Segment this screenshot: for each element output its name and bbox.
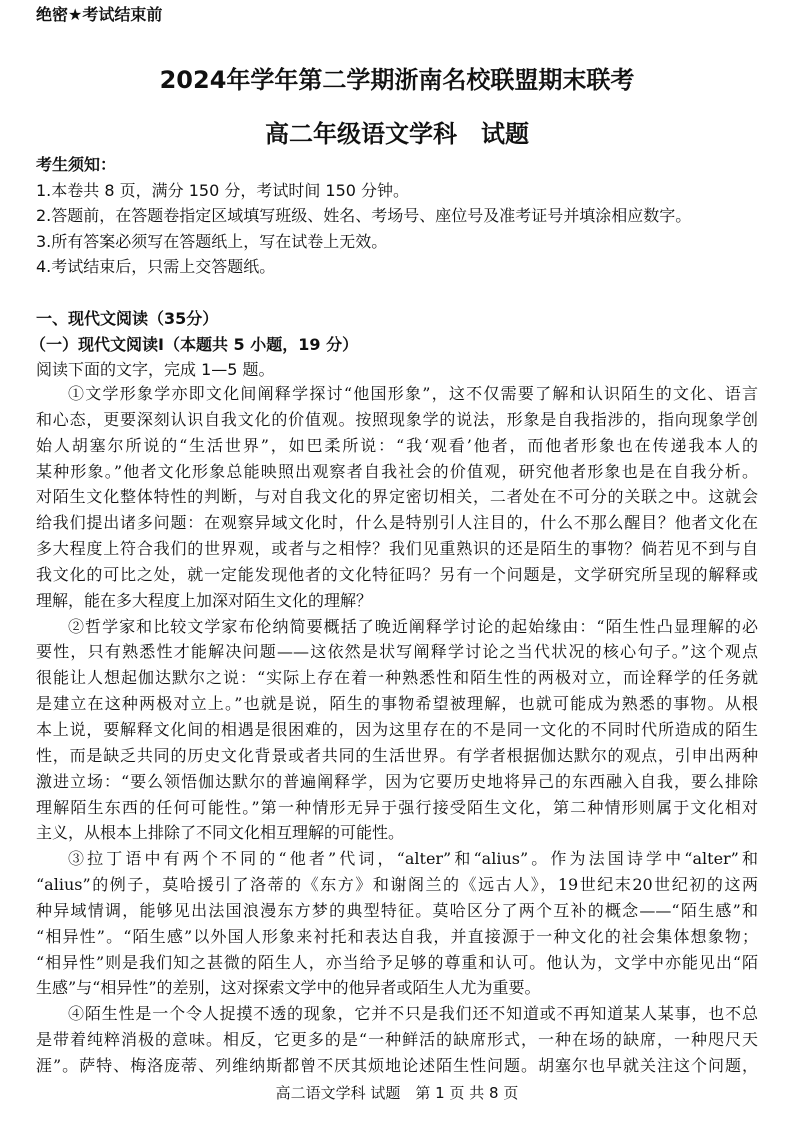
paragraph-line: 性，而是缺乏共同的历史文化背景或者共同的生活世界。有学者根据伽达默尔的观点，引申出两种 <box>36 745 758 765</box>
paragraph-line: 我文化的可比之处，就一定能发现他者的文化特征吗？另有一个问题是，文学研究所呈现的解释或 <box>36 564 758 584</box>
paragraph-line: 是带着纯粹消极的意味。相反，它更多的是“一种鲜活的缺席形式，一种在场的缺席，一种咫尺天 <box>36 1030 758 1050</box>
reading-instruction: 阅读下面的文字，完成 1—5 题。 <box>36 360 275 379</box>
paragraph-line: 和心态，更要深刻认识自我文化的价值观。按照现象学的说法，形象是自我指涉的，指向现象学创 <box>36 409 758 429</box>
paragraph-line: 激进立场：“要么领悟伽达默尔的普遍阐释学，因为它要历史地将异己的东西融入自我，要么排除 <box>36 771 758 791</box>
paragraph-line: ④陌生性是一个令人捉摸不透的现象，它并不只是我们还不知道或不再知道某人某事，也不总 <box>68 1004 758 1024</box>
paragraph-line: 某种形象。”他者文化形象总能映照出观察者自我社会的价值观，研究他者形象也是在自我分析。 <box>36 461 758 481</box>
exam-title: 2024年学年第二学期浙南名校联盟期末联考 <box>159 66 635 94</box>
confidential-mark: 绝密★考试结束前 <box>36 5 163 24</box>
notice-item: 1.本卷共 8 页，满分 150 分，考试时间 150 分钟。 <box>36 180 410 200</box>
notice-item: 3.所有答案必须写在答题纸上，写在试卷上无效。 <box>36 231 388 251</box>
paragraph-line: 对陌生文化整体特性的判断，与对自我文化的界定密切相关，二者处在不可分的关联之中。这就会 <box>36 487 758 507</box>
paragraph <box>36 846 758 1001</box>
notice-item: 4.考试结束后，只需上交答题纸。 <box>36 257 276 276</box>
page-footer: 高二语文学科 试题 第 1 页 共 8 页 <box>275 1084 519 1102</box>
paragraph <box>36 1001 758 1079</box>
section-title: 一、现代文阅读（35分） <box>36 309 219 328</box>
notice-item: 2.答题前，在答题卷指定区域填写班级、姓名、考场号、座位号及准考证号并填涂相应数字。 <box>36 206 692 225</box>
paragraph-line: 种异域情调，能够见出法国浪漫东方梦的典型特征。莫哈区分了两个互补的概念——“陌生感”和 <box>36 900 758 920</box>
paragraph-line: 始人胡塞尔所说的“生活世界”，如巴柔所说：“我‘观看’他者，而他者形象也在传递我本人的 <box>36 435 758 455</box>
paragraph-line: 理解陌生东西的任何可能性。”第一种情形无异于强行接受陌生文化，第二种情形则属于文化相对 <box>36 797 758 817</box>
paragraph-line: “相异性”则是我们知之甚微的陌生人，亦当给予足够的尊重和认可。他认为，文学中亦能见出“陌 <box>36 952 758 972</box>
paragraph-line: 生感”与“相异性”的差别，这对探索文学中的他异者或陌生人尤为重要。 <box>36 978 541 998</box>
reading-passage <box>36 381 758 1079</box>
paragraph-line: 涯”。萨特、梅洛庞蒂、列维纳斯都曾不厌其烦地论述陌生性问题。胡塞尔也早就关注这个问题， <box>36 1055 758 1075</box>
paragraph <box>36 381 758 614</box>
paragraph-line: ②哲学家和比较文学家布伦纳简要概括了晚近阐释学讨论的起始缘由：“陌生性凸显理解的必 <box>68 616 758 636</box>
paragraph-line: “相异性”。“陌生感”以外国人形象来衬托和表达自我，并直接源于一种文化的社会集体想象物； <box>36 926 758 946</box>
paragraph-line: 很能让人想起伽达默尔之说：“实际上存在着一种熟悉性和陌生性的两极对立，而诠释学的任务就 <box>36 668 758 688</box>
paragraph-line: 主义，从根本上排除了不同文化相互理解的可能性。 <box>36 823 405 843</box>
paragraph-line: ③拉丁语中有两个不同的“他者”代词，“alter”和“alius”。作为法国诗学中“alter”和 <box>68 849 758 869</box>
paragraph-line: 多大程度上符合我们的世界观，或者与之相悖？我们见重熟识的还是陌生的事物？倘若见不到与自 <box>36 539 758 559</box>
paragraph-line: 理解，能在多大程度上加深对陌生文化的理解？ <box>36 590 373 610</box>
exam-subtitle: 高二年级语文学科 试题 <box>265 120 529 148</box>
paragraph-line: ①文学形象学亦即文化间阐释学探讨“他国形象”，这不仅需要了解和认识陌生的文化、语言 <box>68 384 758 403</box>
section-subtitle: （一）现代文阅读Ⅰ（本题共 5 小题，19 分） <box>30 335 359 354</box>
paragraph <box>36 614 758 847</box>
paragraph-line: 本上说，要解释文化间的相遇是很困难的，因为这里存在的不是同一文化的不同时代所造成的陌生 <box>36 719 758 739</box>
paragraph-line: 给我们提出诸多问题：在观察异域文化时，什么是特别引人注目的，什么不那么醒目？他者文化在 <box>36 513 758 533</box>
paragraph-line: 要性，只有熟悉性才能解决问题——这依然是状写阐释学讨论之当代状况的核心句子。”这个观点 <box>36 642 758 662</box>
paragraph-line: 是建立在这种两极对立上。”也就是说，陌生的事物希望被理解，也就可能成为熟悉的事物。从根 <box>36 694 758 714</box>
notice-heading: 考生须知： <box>36 155 117 174</box>
paragraph-line: “alius”的例子，莫哈援引了洛蒂的《东方》和谢阁兰的《远古人》，19世纪末20世纪初的这两 <box>36 875 758 895</box>
candidate-notice <box>36 152 691 280</box>
